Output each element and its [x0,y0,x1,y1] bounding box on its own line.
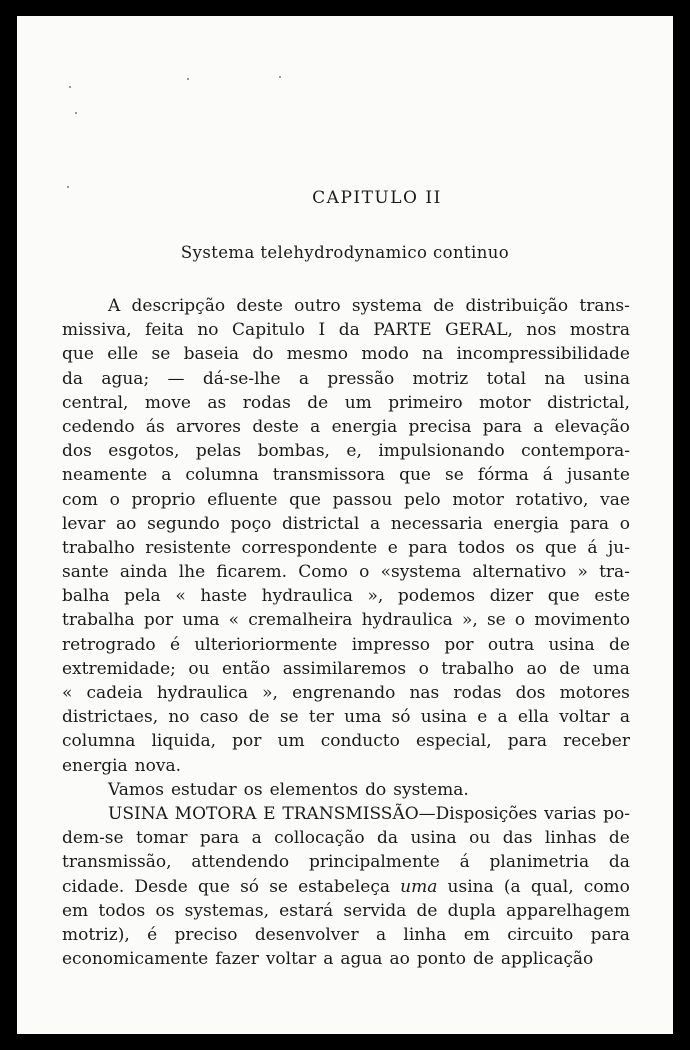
text-line [62,875,630,899]
word: ulterioriormente [194,634,338,655]
text-line [62,488,630,512]
word: linhas [544,828,597,849]
word: columna [62,731,136,752]
word: trabalha [62,610,135,631]
text-line [62,729,630,753]
word: de [608,634,630,655]
word: economicamente [62,949,209,970]
word: o [418,658,429,679]
word: motor [452,489,504,510]
text-line [62,608,630,632]
word: movimento [534,610,630,631]
word: hydraulica [156,683,249,703]
word: de [559,658,581,679]
word: », [367,586,384,607]
word: usina [548,634,595,655]
word: trans- [579,296,630,316]
word: é [147,924,158,945]
word: Capitulo [232,320,305,341]
word: agua [340,949,383,970]
word: neamente [62,465,148,486]
word: apparelhagem [506,900,630,921]
text-line [62,536,630,560]
word: por [143,610,174,631]
word: no [197,320,219,341]
text-line [62,318,630,342]
word: voltar [265,949,317,970]
word: a [619,707,630,728]
word: extremidade; [62,658,176,679]
word: dem-se [62,828,124,849]
word: dupla [447,900,496,921]
word: rodas [242,392,291,413]
word: energia [331,416,398,437]
word: a [251,828,262,849]
word: cadeia [86,683,143,703]
word: desenvolver [254,924,359,945]
word: uma [400,876,438,897]
word: USINA [108,803,168,824]
word: do [252,344,274,365]
word: a [310,416,321,437]
word: elevação [554,416,630,437]
word: « [175,586,186,607]
word: dá-se-lhe [202,368,281,389]
word: tra- [599,562,630,583]
word: no [168,707,190,728]
word: e [387,537,398,558]
word: outro [294,296,341,316]
word: em [463,924,490,945]
word: para [569,513,610,534]
word: que [62,344,94,365]
word: — [167,368,185,389]
word: uma [182,610,220,631]
word: só [240,876,260,897]
word: do [365,779,387,800]
word: deste [252,416,299,437]
word: que [289,489,321,510]
word: elementos [269,779,359,800]
word: para [590,924,630,945]
word: ou [188,658,210,679]
word: uma [592,658,630,679]
body-text [62,294,630,971]
text-line [62,439,630,463]
word: para [507,731,547,752]
text-line [62,802,630,826]
word: tomar [136,828,188,849]
word: rotativo, [515,489,589,510]
word: se [279,707,299,728]
word: elle [107,344,139,365]
word: jusante [566,465,630,486]
word: podemos [397,586,476,607]
word: move [144,392,191,413]
word: cedendo [62,416,135,437]
word: engrenando [292,683,396,703]
word: se [151,344,171,365]
word: este [594,586,630,607]
word: passou [332,489,393,510]
word: Como [298,562,348,583]
word: « [62,683,73,703]
text-line [62,826,630,850]
word: a [375,924,387,945]
word: na [422,344,444,365]
word: á [587,537,598,558]
word: feita [145,320,184,341]
word: nos [526,320,557,341]
word: energia [62,755,128,776]
word: se [486,610,506,631]
word: mesmo [286,344,349,365]
word: ao [116,513,137,534]
text-line [62,633,630,657]
word: que [399,465,431,486]
word: ella [517,707,549,728]
word: «systema [380,562,462,583]
word: só [391,707,411,728]
word: PARTE [373,320,432,341]
word: transmissão, [62,852,172,873]
word: agua; [101,368,150,389]
word: pressão [327,368,395,389]
word: motores [559,683,630,703]
word: a [497,707,508,728]
paper-speck [69,86,71,88]
book-page [17,16,673,1034]
word: correspondente [241,537,378,558]
word: qual, [530,876,574,897]
word: a [533,416,544,437]
word: ponto [416,949,466,970]
word: hydraulica [361,610,453,631]
word: necessaria [390,513,483,534]
word: », [461,610,478,631]
word: a [298,368,310,389]
text-line [62,705,630,729]
word: usina [447,876,494,897]
text-line [62,512,630,536]
word: então [222,658,271,679]
text-line [62,342,630,366]
word: vae [600,489,630,510]
word: á [542,465,553,486]
text-line [62,850,630,874]
text-line [62,294,630,318]
text-line [62,391,630,415]
word: assimilaremos [282,658,407,679]
word: usina [410,828,457,849]
paper-speck [279,76,281,78]
word: outra [487,634,535,655]
word: preciso [174,924,238,945]
text-line [62,681,630,705]
word: os [243,779,263,800]
word: principalmente [308,852,440,873]
word: e [477,707,488,728]
word: efluente [207,489,278,510]
word: a [161,465,172,486]
word: central, [62,392,129,413]
word: balha [62,586,110,607]
word: e, [346,441,362,462]
word: systema. [393,779,469,800]
word: trabalho [441,658,514,679]
word: incompressibilidade [456,344,630,365]
word: usina [420,707,467,728]
word: de [307,392,329,413]
word: nas [409,683,440,703]
text-line [62,899,630,923]
word: da [608,852,630,873]
word: », [262,683,278,703]
word: receber [563,731,630,752]
word: lhe [178,562,206,583]
word: estará [279,900,334,921]
word: motriz), [62,924,130,945]
word: contempora- [521,441,630,462]
word: Desde [134,876,188,897]
word: esgotos, [108,441,180,462]
word: todos [458,537,505,558]
word: ainda [119,562,168,583]
word: planimetria [489,852,590,873]
word: como [583,876,630,897]
word: GERAL, [445,320,513,341]
word: total [486,368,527,389]
word: I [318,320,326,341]
word: estudar [170,779,237,800]
text-line [62,367,630,391]
word: systema [351,296,423,316]
word: columna [185,465,259,486]
word: cidade. [62,876,125,897]
word: systemas, [184,900,269,921]
word: applicação [500,949,594,970]
word: da [338,320,360,341]
word: de [416,900,438,921]
word: descripção [131,296,226,316]
word: para [408,537,448,558]
word: se [269,876,288,897]
word: » [577,562,588,583]
word: os [515,537,535,558]
text-line [62,415,630,439]
word: de [472,949,494,970]
word: á [459,852,470,873]
word: ás [145,416,165,437]
text-line [62,947,630,971]
word: impulsionando [378,441,505,462]
word: alternativo [472,562,567,583]
paper-speck [187,78,189,80]
word: que [198,876,230,897]
word: pelas [195,441,242,462]
word: attendendo [191,852,290,873]
word: modo [361,344,409,365]
word: bombas, [257,441,330,462]
word: hydraulica [261,586,353,607]
word: MOTORA [174,803,257,824]
word: de [608,828,630,849]
chapter-heading: CAPITULO II [312,188,442,208]
word: um [277,731,305,752]
word: mostra [569,320,630,341]
word: a [370,513,381,534]
word: rodas [453,683,502,703]
word: por [444,634,474,655]
word: TRANSMISSÃO—Disposições [282,803,538,824]
word: de [248,707,270,728]
word: usina [583,368,630,389]
word: sante [62,562,109,583]
word: um [344,392,372,413]
word: E [263,803,276,824]
word: voltar [559,707,610,728]
word: pela [124,586,161,607]
word: o [359,562,370,583]
word: baseia [183,344,240,365]
word: conducto [320,731,400,752]
word: resistente [145,537,232,558]
word: motriz [412,368,469,389]
word: nova. [134,755,181,776]
word: ao [526,658,547,679]
word: (a [503,876,521,897]
word: dos [62,441,92,462]
word: especial, [415,731,492,752]
word: Vamos [108,779,164,800]
word: ficarem. [216,562,288,583]
word: fórma [477,465,529,486]
word: energia [493,513,560,534]
word: para [199,828,240,849]
word: o [514,610,526,631]
word: proprio [131,489,196,510]
text-line [62,778,630,802]
word: varias [544,803,597,824]
word: da [377,828,399,849]
word: districtal [282,513,360,534]
text-line [62,657,630,681]
word: dos [515,683,546,703]
word: segundo [147,513,220,534]
word: para [482,416,522,437]
word: arvores [176,416,242,437]
word: haste [200,586,248,607]
word: poço [230,513,272,534]
word: « [228,610,240,631]
word: districtaes, [62,707,159,728]
word: com [62,489,98,510]
word: todos [98,900,146,921]
word: é [169,634,181,655]
word: os [155,900,175,921]
word: na [544,368,566,389]
word: caso [199,707,239,728]
word: collocação [274,828,365,849]
word: districtal, [547,392,630,413]
word: primeiro [388,392,463,413]
word: fazer [215,949,259,970]
word: motor [479,392,531,413]
word: circuito [507,924,574,945]
word: a [323,949,334,970]
word: de [433,296,455,316]
word: dizer [489,586,534,607]
word: liquida, [151,731,217,752]
word: levar [62,513,106,534]
word: po- [603,803,630,824]
word: das [502,828,533,849]
word: linha [403,924,447,945]
text-line [62,754,630,778]
word: uma [344,707,382,728]
word: o [109,489,120,510]
word: se [445,465,464,486]
word: ao [389,949,410,970]
word: trabalho [62,537,135,558]
word: ter [308,707,334,728]
word: o [619,513,630,534]
word: retrogrado [62,634,156,655]
word: pelo [404,489,441,510]
text-line [62,560,630,584]
word: que [547,586,580,607]
text-line [62,584,630,608]
word: distribuição [465,296,569,316]
word: em [62,900,89,921]
paper-speck [75,112,77,114]
word: ju- [607,537,630,558]
word: precisa [408,416,472,437]
word: transmissora [272,465,386,486]
text-line [62,923,630,947]
word: impresso [351,634,430,655]
word: servida [343,900,407,921]
word: missiva, [62,320,132,341]
word: as [207,392,227,413]
word: estabeleça [298,876,390,897]
word: por [232,731,262,752]
text-line [62,463,630,487]
word: da [62,368,84,389]
word: deste [236,296,283,316]
section-title: Systema telehydrodynamico continuo [180,243,510,262]
word: ou [469,828,491,849]
word: que [544,537,577,558]
word: cremalheira [248,610,353,631]
word: A [108,296,121,316]
